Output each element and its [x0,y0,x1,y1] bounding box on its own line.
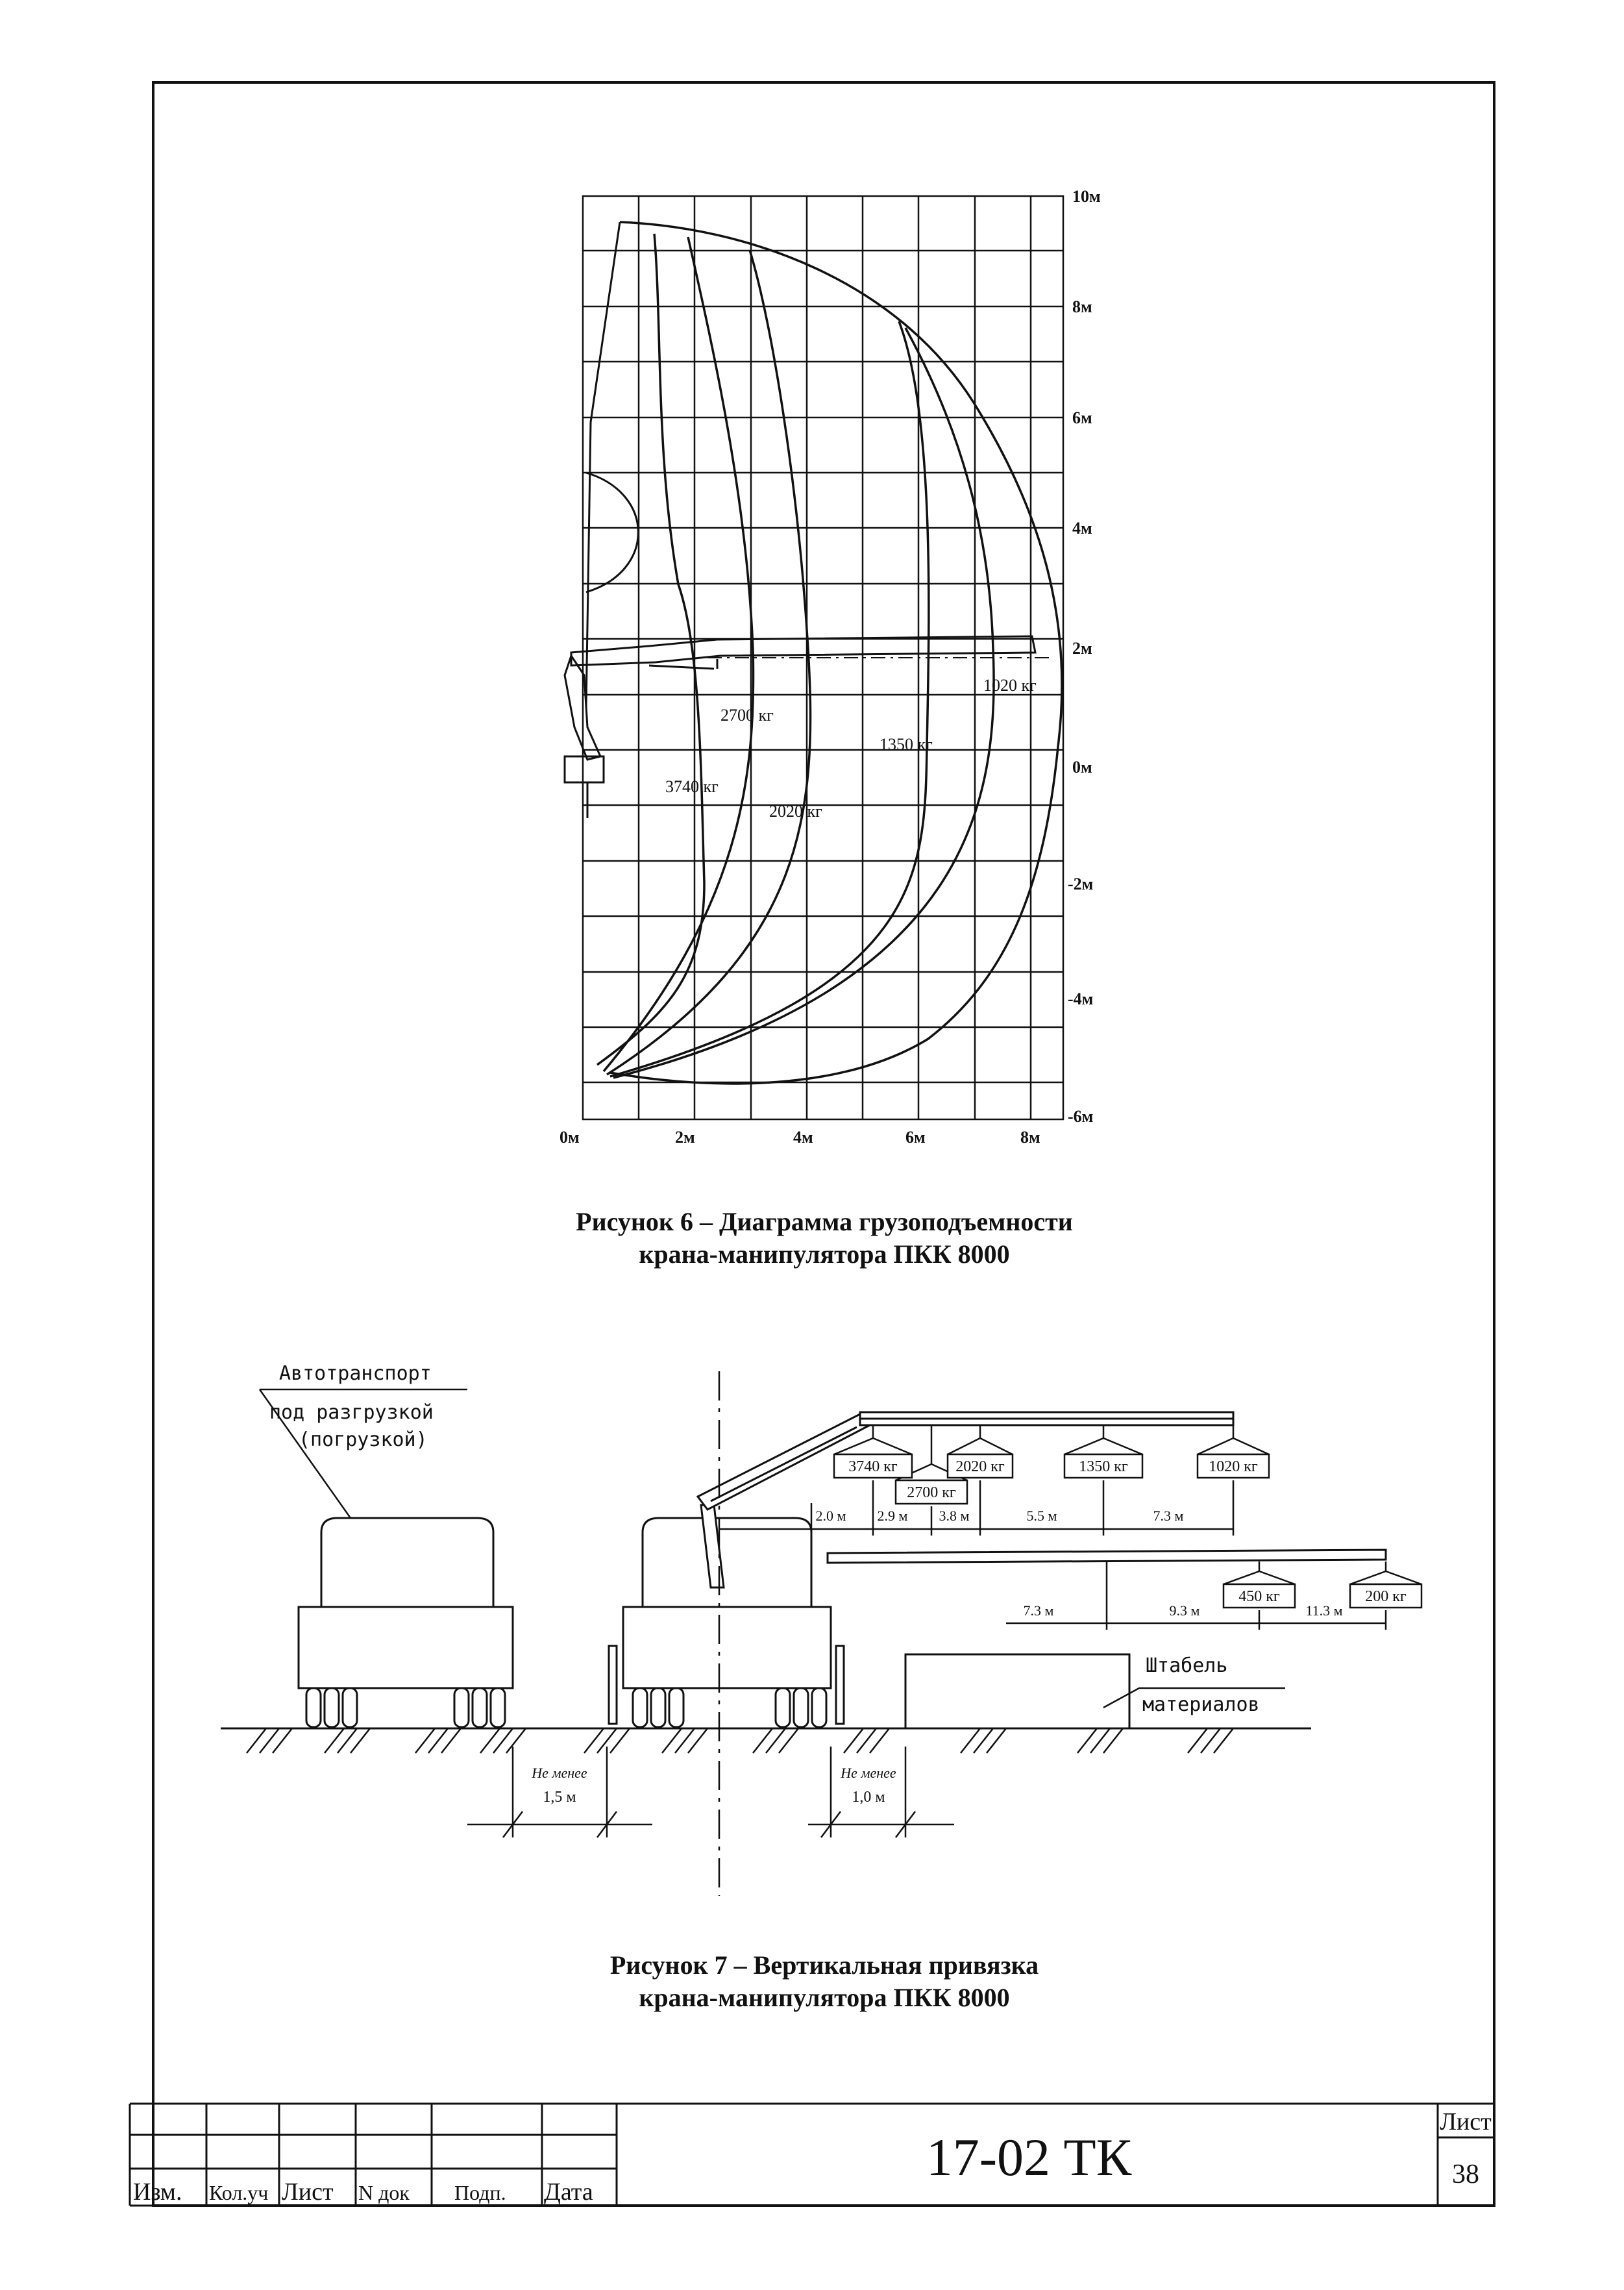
lower-load-450: 450 кг [1238,1588,1280,1605]
lower-dist-9-3: 9.3 м [1169,1602,1200,1619]
y-tick-minus4: -4м [1068,989,1094,1008]
truck-label-line1: Автотранспорт [279,1362,432,1385]
lower-dimension-line [1006,1562,1386,1630]
chart-crane-boom [565,636,1035,818]
upper-load-3740: 3740 кг [848,1458,898,1475]
upper-load-1350: 1350 кг [1079,1458,1128,1475]
document-code: 17-02 ТК [926,2128,1132,2187]
load-curve-1020 [613,328,994,1078]
load-label-2700: 2700 кг [720,706,774,725]
envelope-left-edge [586,222,620,708]
upper-dist-2-0: 2.0 м [815,1508,846,1524]
load-chart [560,187,1101,1147]
tb-col-ndok: N док [358,2181,410,2204]
tb-col-kol: Кол.уч [209,2181,269,2204]
stack-label-line1: Штабель [1146,1654,1228,1677]
figure7-caption-line2: крана-манипулятора ПКК 8000 [639,1983,1010,2012]
crane-truck [609,1518,844,1727]
x-tick-8: 8м [1020,1128,1040,1147]
upper-load-2700: 2700 кг [907,1484,956,1501]
clearance-left-line1: Не менее [532,1765,587,1781]
y-tick-8: 8м [1072,297,1092,316]
title-block [130,2104,1494,2206]
upper-dist-2-9: 2.9 м [877,1508,908,1524]
y-tick-4: 4м [1072,519,1092,538]
figure6-caption-line2: крана-манипулятора ПКК 8000 [639,1239,1010,1269]
upper-dist-3-8: 3.8 м [939,1508,970,1524]
upper-load-2020: 2020 кг [955,1458,1005,1475]
tb-col-list: Лист [282,2178,334,2206]
truck-label-line3: (погрузкой) [299,1428,428,1451]
stack-label-line2: материалов [1142,1693,1260,1716]
upper-dist-7-3: 7.3 м [1153,1508,1184,1524]
cargo-truck [299,1518,513,1727]
x-tick-2: 2м [675,1128,695,1147]
clearance-right-line1: Не менее [841,1765,896,1781]
load-label-1350: 1350 кг [880,735,933,754]
placement-diagram [221,1362,1421,1896]
tb-col-podp: Подп. [454,2181,506,2204]
y-tick-minus6: -6м [1068,1107,1094,1126]
y-tick-6: 6м [1072,408,1092,427]
sheet-frame [153,82,1494,2206]
load-curve-1350 [610,321,929,1077]
load-label-2020: 2020 кг [769,802,822,821]
y-tick-0: 0м [1072,758,1092,777]
load-label-3740: 3740 кг [665,777,719,796]
sheet-number: 38 [1452,2159,1479,2189]
x-tick-0: 0м [560,1128,580,1147]
truck-label-line2: под разгрузкой [269,1401,434,1424]
figure7-caption-line1: Рисунок 7 – Вертикальная привязка [609,1950,1039,1980]
tb-col-izm: Изм. [133,2178,182,2206]
y-tick-2: 2м [1072,639,1092,658]
slewing-circle-arc [586,473,638,592]
y-tick-10: 10м [1072,187,1101,206]
lower-load-200: 200 кг [1365,1588,1407,1605]
material-stack [905,1654,1129,1728]
y-tick-minus2: -2м [1068,875,1094,893]
tb-col-data: Дата [544,2178,593,2206]
lower-dist-11-3: 11.3 м [1305,1602,1343,1619]
x-tick-6: 6м [905,1128,926,1147]
figure6-caption-line1: Рисунок 6 – Диаграмма грузоподъемности [576,1207,1073,1236]
load-label-1020: 1020 кг [983,676,1037,695]
upper-load-1020: 1020 кг [1209,1458,1258,1475]
upper-dist-5-5: 5.5 м [1026,1508,1057,1524]
clearance-left-line2: 1,5 м [543,1789,576,1806]
ground-hatching [247,1728,1233,1753]
clearance-right-line2: 1,0 м [852,1789,885,1806]
x-tick-4: 4м [793,1128,813,1147]
title-block-headers [133,2178,593,2206]
lower-dist-7-3: 7.3 м [1023,1602,1054,1619]
sheet-label: Лист [1440,2108,1492,2135]
